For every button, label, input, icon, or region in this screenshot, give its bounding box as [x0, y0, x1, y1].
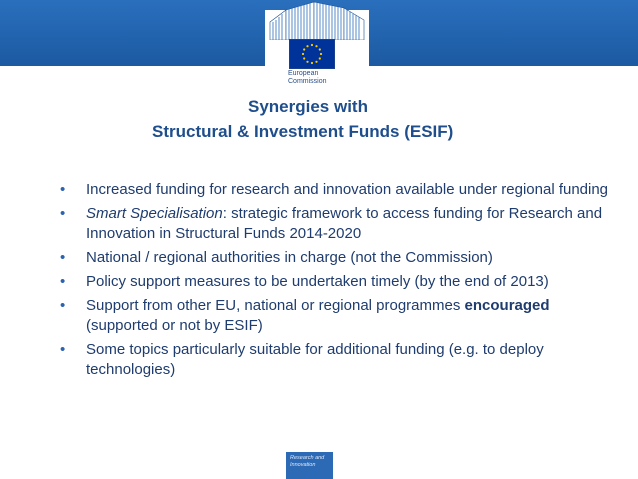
bullet-dot-icon: • — [60, 249, 66, 266]
footer-label — [290, 455, 334, 469]
bullet-item — [60, 180, 620, 200]
commission-building-icon — [264, 0, 370, 40]
eu-flag-icon — [289, 39, 335, 69]
bullet-dot-icon: • — [60, 341, 66, 358]
bullet-dot-icon: • — [60, 181, 66, 198]
bullet-text: Smart Specialisation — [86, 205, 223, 222]
title-line-2: Structural & Investment Funds (ESIF) — [152, 122, 454, 141]
bullet-text: (supported or not by ESIF) — [86, 317, 263, 334]
footer-line-2: Innovation — [290, 462, 316, 468]
bullet-text: Some topics particularly suitable for additional funding (e.g. to deploy technologies) — [86, 341, 544, 378]
bullet-dot-icon: • — [60, 273, 66, 290]
bullet-item — [60, 296, 620, 336]
bullet-text: encouraged — [464, 297, 550, 314]
bullet-text: Increased funding for research and innovation available under regional funding — [86, 181, 609, 198]
bullet-item — [60, 204, 620, 244]
bullet-list — [60, 180, 620, 384]
bullet-text: Policy support measures to be undertaken timely (by the end of 2013) — [86, 273, 549, 290]
bullet-text: National / regional authorities in charge (not the Commission) — [86, 249, 493, 266]
wordmark-line-2: Commission — [288, 78, 327, 85]
bullet-item — [60, 340, 620, 380]
footer-line-1: Research and — [290, 455, 325, 461]
bullet-text: : strategic framework to access funding for Research and Innovation in Structural Funds 2014-2020 — [86, 205, 603, 242]
bullet-text: Support from other EU, national or regional programmes — [86, 297, 465, 314]
bullet-item — [60, 272, 620, 292]
bullet-item — [60, 248, 620, 268]
title-line-1: Synergies with — [248, 97, 368, 116]
commission-wordmark — [288, 70, 358, 86]
bullet-dot-icon: • — [60, 297, 66, 314]
bullet-dot-icon: • — [60, 205, 66, 222]
wordmark-line-1: European — [288, 70, 319, 77]
